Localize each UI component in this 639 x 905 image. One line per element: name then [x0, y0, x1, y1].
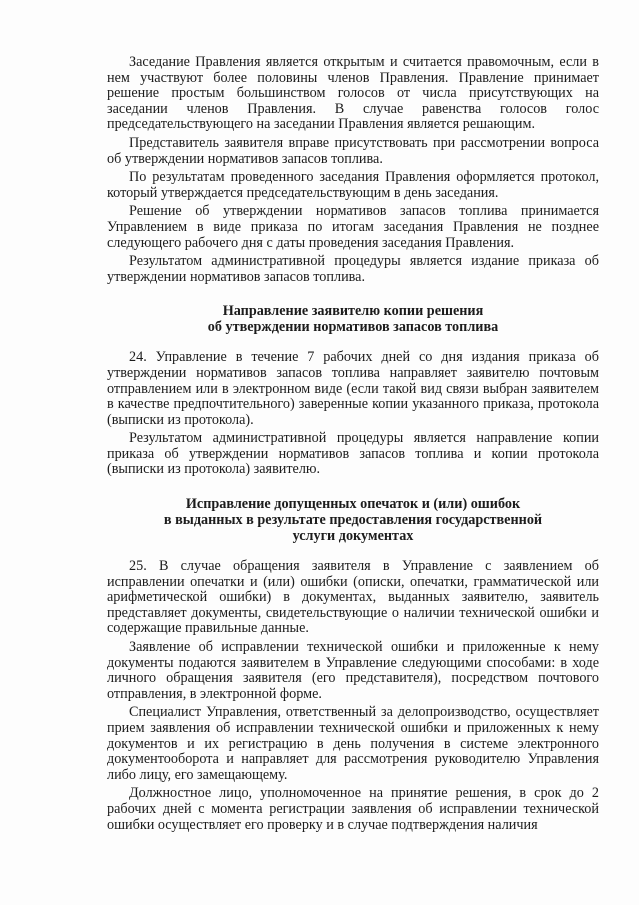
heading-line: в выданных в результате предоставления государственной	[163, 512, 543, 529]
paragraph-copy-result: Результатом административной процедуры является направление копии приказа об утверждении нормативов запасов топлива и копии протокола (выписки из протокола) заявителю.	[107, 430, 599, 478]
paragraph-meeting-quorum: Заседание Правления является открытым и считается правомочным, если в нем участвуют более половины членов Правления. Правление принимает решение простым большинством голосов от числа присутствующих на заседании членов Правления. В случае равенства голосов голос председательствующего на заседании Правления является решающим.	[107, 54, 599, 133]
heading-line: об утверждении нормативов запасов топлива	[207, 319, 499, 336]
section-heading-error-correction	[107, 496, 599, 544]
paragraph-registration: Специалист Управления, ответственный за делопроизводство, осуществляет прием заявления об исправлении технической ошибки и приложенных к нему документов и их регистрацию в день получения в системе электронного документооборота и направляет для рассмотрения руководителю Управления либо лицу, его замещающему.	[107, 704, 599, 783]
heading-line: Направление заявителю копии решения	[222, 303, 484, 320]
paragraph-decision-order: Решение об утверждении нормативов запасов топлива принимается Управлением в виде приказа по итогам заседания Правления не позднее следующего рабочего дня с даты проведения заседания Правления.	[107, 203, 599, 251]
heading-line: услуги документах	[292, 528, 414, 545]
paragraph-item-25: 25. В случае обращения заявителя в Управление с заявлением об исправлении опечатки и (или) ошибки (описки, опечатки, грамматической или арифметической ошибки) в документах, выданных заявителю, заявитель представляет документы, свидетельствующие о наличии технической ошибки и содержащие правильные данные.	[107, 558, 599, 637]
heading-line: Исправление допущенных опечаток и (или) ошибок	[185, 496, 521, 513]
section-heading-copy-delivery	[107, 303, 599, 335]
paragraph-procedure-result: Результатом административной процедуры является издание приказа об утверждении нормативов запасов топлива.	[107, 253, 599, 285]
document-body	[107, 55, 599, 833]
paragraph-official-review: Должностное лицо, уполномоченное на принятие решения, в срок до 2 рабочих дней с момента регистрации заявления об исправлении технической ошибки осуществляет его проверку и в случае подтверждения наличия	[107, 785, 599, 833]
paragraph-submission-methods: Заявление об исправлении технической ошибки и приложенные к нему документы подаются заявителем в Управление следующими способами: в ходе личного обращения заявителя (его представителя), посредством почтового отправления, в электронной форме.	[107, 639, 599, 702]
paragraph-representative-attendance: Представитель заявителя вправе присутствовать при рассмотрении вопроса об утверждении нормативов запасов топлива.	[107, 134, 599, 167]
paragraph-protocol: По результатам проведенного заседания Правления оформляется протокол, который утверждается председательствующим в день заседания.	[107, 169, 599, 201]
paragraph-item-24: 24. Управление в течение 7 рабочих дней со дня издания приказа об утверждении нормативов запасов топлива направляет заявителю почтовым отправлением или в электронном виде (если такой вид связи выбран заявителем в качестве предпочтительного) заверенные копии указанного приказа, протокола (выписки из протокола).	[107, 349, 599, 428]
